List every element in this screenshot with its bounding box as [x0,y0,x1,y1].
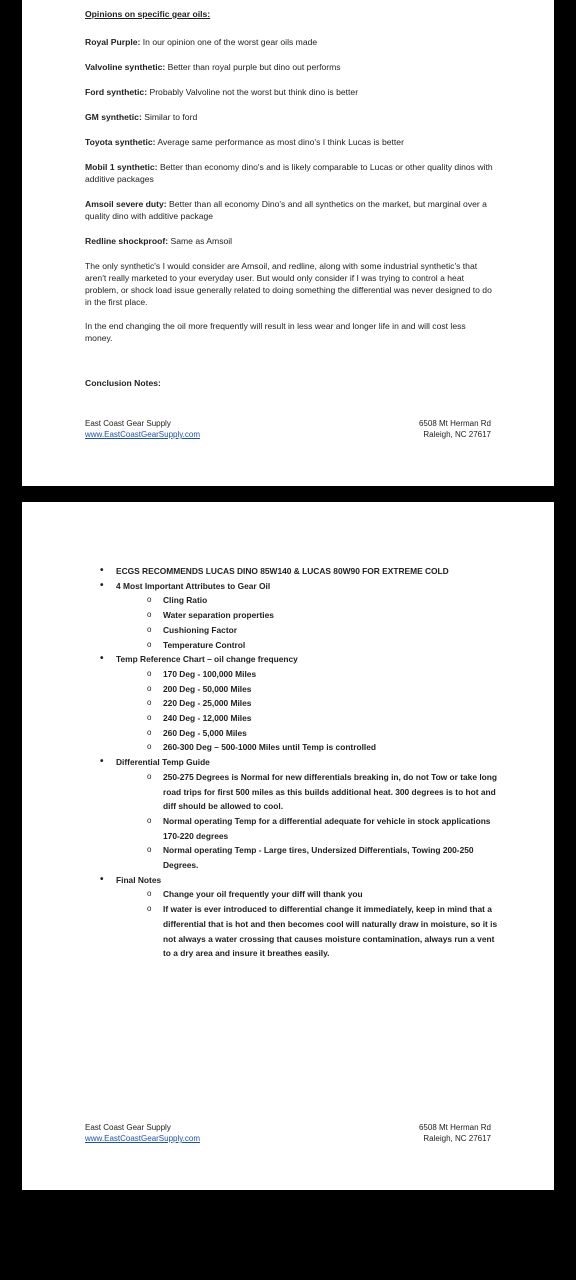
opinion-text: Similar to ford [141,112,198,122]
sub-bullet-item: o 220 Deg - 25,000 Miles [147,696,500,711]
sub-bullet-list [116,593,500,652]
opinion-oil-name: Mobil 1 synthetic: [85,162,158,172]
section-heading: Opinions on specific gear oils: [85,9,211,19]
opinion-item [85,61,495,73]
body-paragraph: In the end changing the oil more frequently will result in less wear and longer life in and will cost less money. [85,321,466,343]
sub-bullet-list [116,667,500,755]
page-2-footer [85,1122,491,1144]
opinion-text: Better than royal purple but dino out performs [165,62,341,72]
sub-bullet-item: o 250-275 Degrees is Normal for new differentials breaking in, do not Tow or take long road trips for first 500 miles as this builds additional heat. 300 degrees is to hot and diff should be allowed to cool. [147,770,500,814]
sub-bullet-item: o 200 Deg - 50,000 Miles [147,682,500,697]
document-page-1 [22,0,554,486]
bullet-item [100,579,500,653]
sub-bullet-list [116,770,500,873]
bullet-item [100,652,500,755]
footer-website-link[interactable]: www.EastCoastGearSupply.com [85,1134,201,1143]
sub-bullet-item: o Normal operating Temp - Large tires, Undersized Differentials, Towing 200-250 Degrees. [147,843,500,872]
opinion-item [85,235,495,247]
sub-bullet-item: o If water is ever introduced to differential change it immediately, keep in mind that a differential that is hot and then becomes cool will naturally draw in moisture, so it is not always a water crossing that causes moisture contamination, always run a vent to a dry area and insure it breathes easily. [147,902,500,961]
paragraphs [85,260,495,344]
document-page-2 [22,502,554,1190]
sub-bullet-item: o 240 Deg - 12,000 Miles [147,711,500,726]
opinion-item [85,136,495,148]
opinion-item [85,36,495,48]
sub-bullet-item: o Water separation properties [147,608,500,623]
opinion-text: Probably Valvoline not the worst but think dino is better [147,87,359,97]
bullet-text: ECGS RECOMMENDS LUCAS DINO 85W140 & LUCAS 80W90 FOR EXTREME COLD [116,566,449,576]
sub-bullet-list [116,887,500,961]
sub-bullet-item: o 260-300 Deg – 500-1000 Miles until Temp is controlled [147,740,500,755]
opinion-item [85,198,495,222]
footer-address-line2: Raleigh, NC 27617 [423,430,491,439]
opinion-item [85,111,495,123]
bullet-item [100,873,500,961]
page-2-content [100,564,500,961]
opinion-text: In our opinion one of the worst gear oils made [140,37,318,47]
opinion-text: Same as Amsoil [168,236,233,246]
bullet-text: Differential Temp Guide [116,757,210,768]
bullet-text: Final Notes [116,874,162,885]
sub-bullet-item: o 260 Deg - 5,000 Miles [147,726,500,741]
page-1-footer [85,418,491,440]
page-1-content [85,8,495,389]
bullet-item [100,755,500,873]
opinion-item [85,86,495,98]
footer-address-line1: 6508 Mt Herman Rd [418,1123,491,1132]
opinion-text: Better than economy dino's and is likely comparable to Lucas or other quality dinos with additive packages [85,162,493,184]
footer-address-line1: 6508 Mt Herman Rd [418,419,491,428]
conclusion-heading: Conclusion Notes: [85,378,161,388]
opinion-oil-name: Royal Purple: [85,37,141,47]
opinion-item [85,161,495,185]
sub-bullet-item: o Cling Ratio [147,593,500,608]
footer-website-link[interactable]: www.EastCoastGearSupply.com [85,430,201,439]
opinions-list [85,36,495,247]
sub-bullet-item: o Normal operating Temp for a differential adequate for vehicle in stock applications 170-220 degrees [147,814,500,843]
opinion-oil-name: Toyota synthetic: [85,137,156,147]
footer-company: East Coast Gear Supply [85,1123,171,1132]
sub-bullet-item: o 170 Deg - 100,000 Miles [147,667,500,682]
opinion-oil-name: Redline shockproof: [85,236,169,246]
opinion-oil-name: GM synthetic: [85,112,142,122]
bullet-text: Temp Reference Chart – oil change frequency [116,654,298,665]
body-paragraph: The only synthetic's I would consider are Amsoil, and redline, along with some industrial synthetic's that aren't really marketed to your everyday user. But would only consider if I was trying to control a heat problem, or shock load issue generally related to doing something the differential was never designed to do in the first place. [85,261,492,307]
sub-bullet-item: o Cushioning Factor [147,623,500,638]
sub-bullet-item: o Temperature Control [147,638,500,653]
footer-address-line2: Raleigh, NC 27617 [423,1134,491,1143]
bullet-text: 4 Most Important Attributes to Gear Oil [116,580,271,591]
footer-company: East Coast Gear Supply [85,419,171,428]
opinion-oil-name: Valvoline synthetic: [85,62,166,72]
opinion-text: Average same performance as most dino's I think Lucas is better [155,137,404,147]
bullet-list [100,564,500,961]
opinion-text: Better than all economy Dino's and all synthetics on the market, but marginal over a quality dino with additive package [85,199,487,221]
opinion-oil-name: Amsoil severe duty: [85,199,167,209]
sub-bullet-item: o Change your oil frequently your diff will thank you [147,887,500,902]
opinion-oil-name: Ford synthetic: [85,87,148,97]
bullet-item [100,564,500,579]
